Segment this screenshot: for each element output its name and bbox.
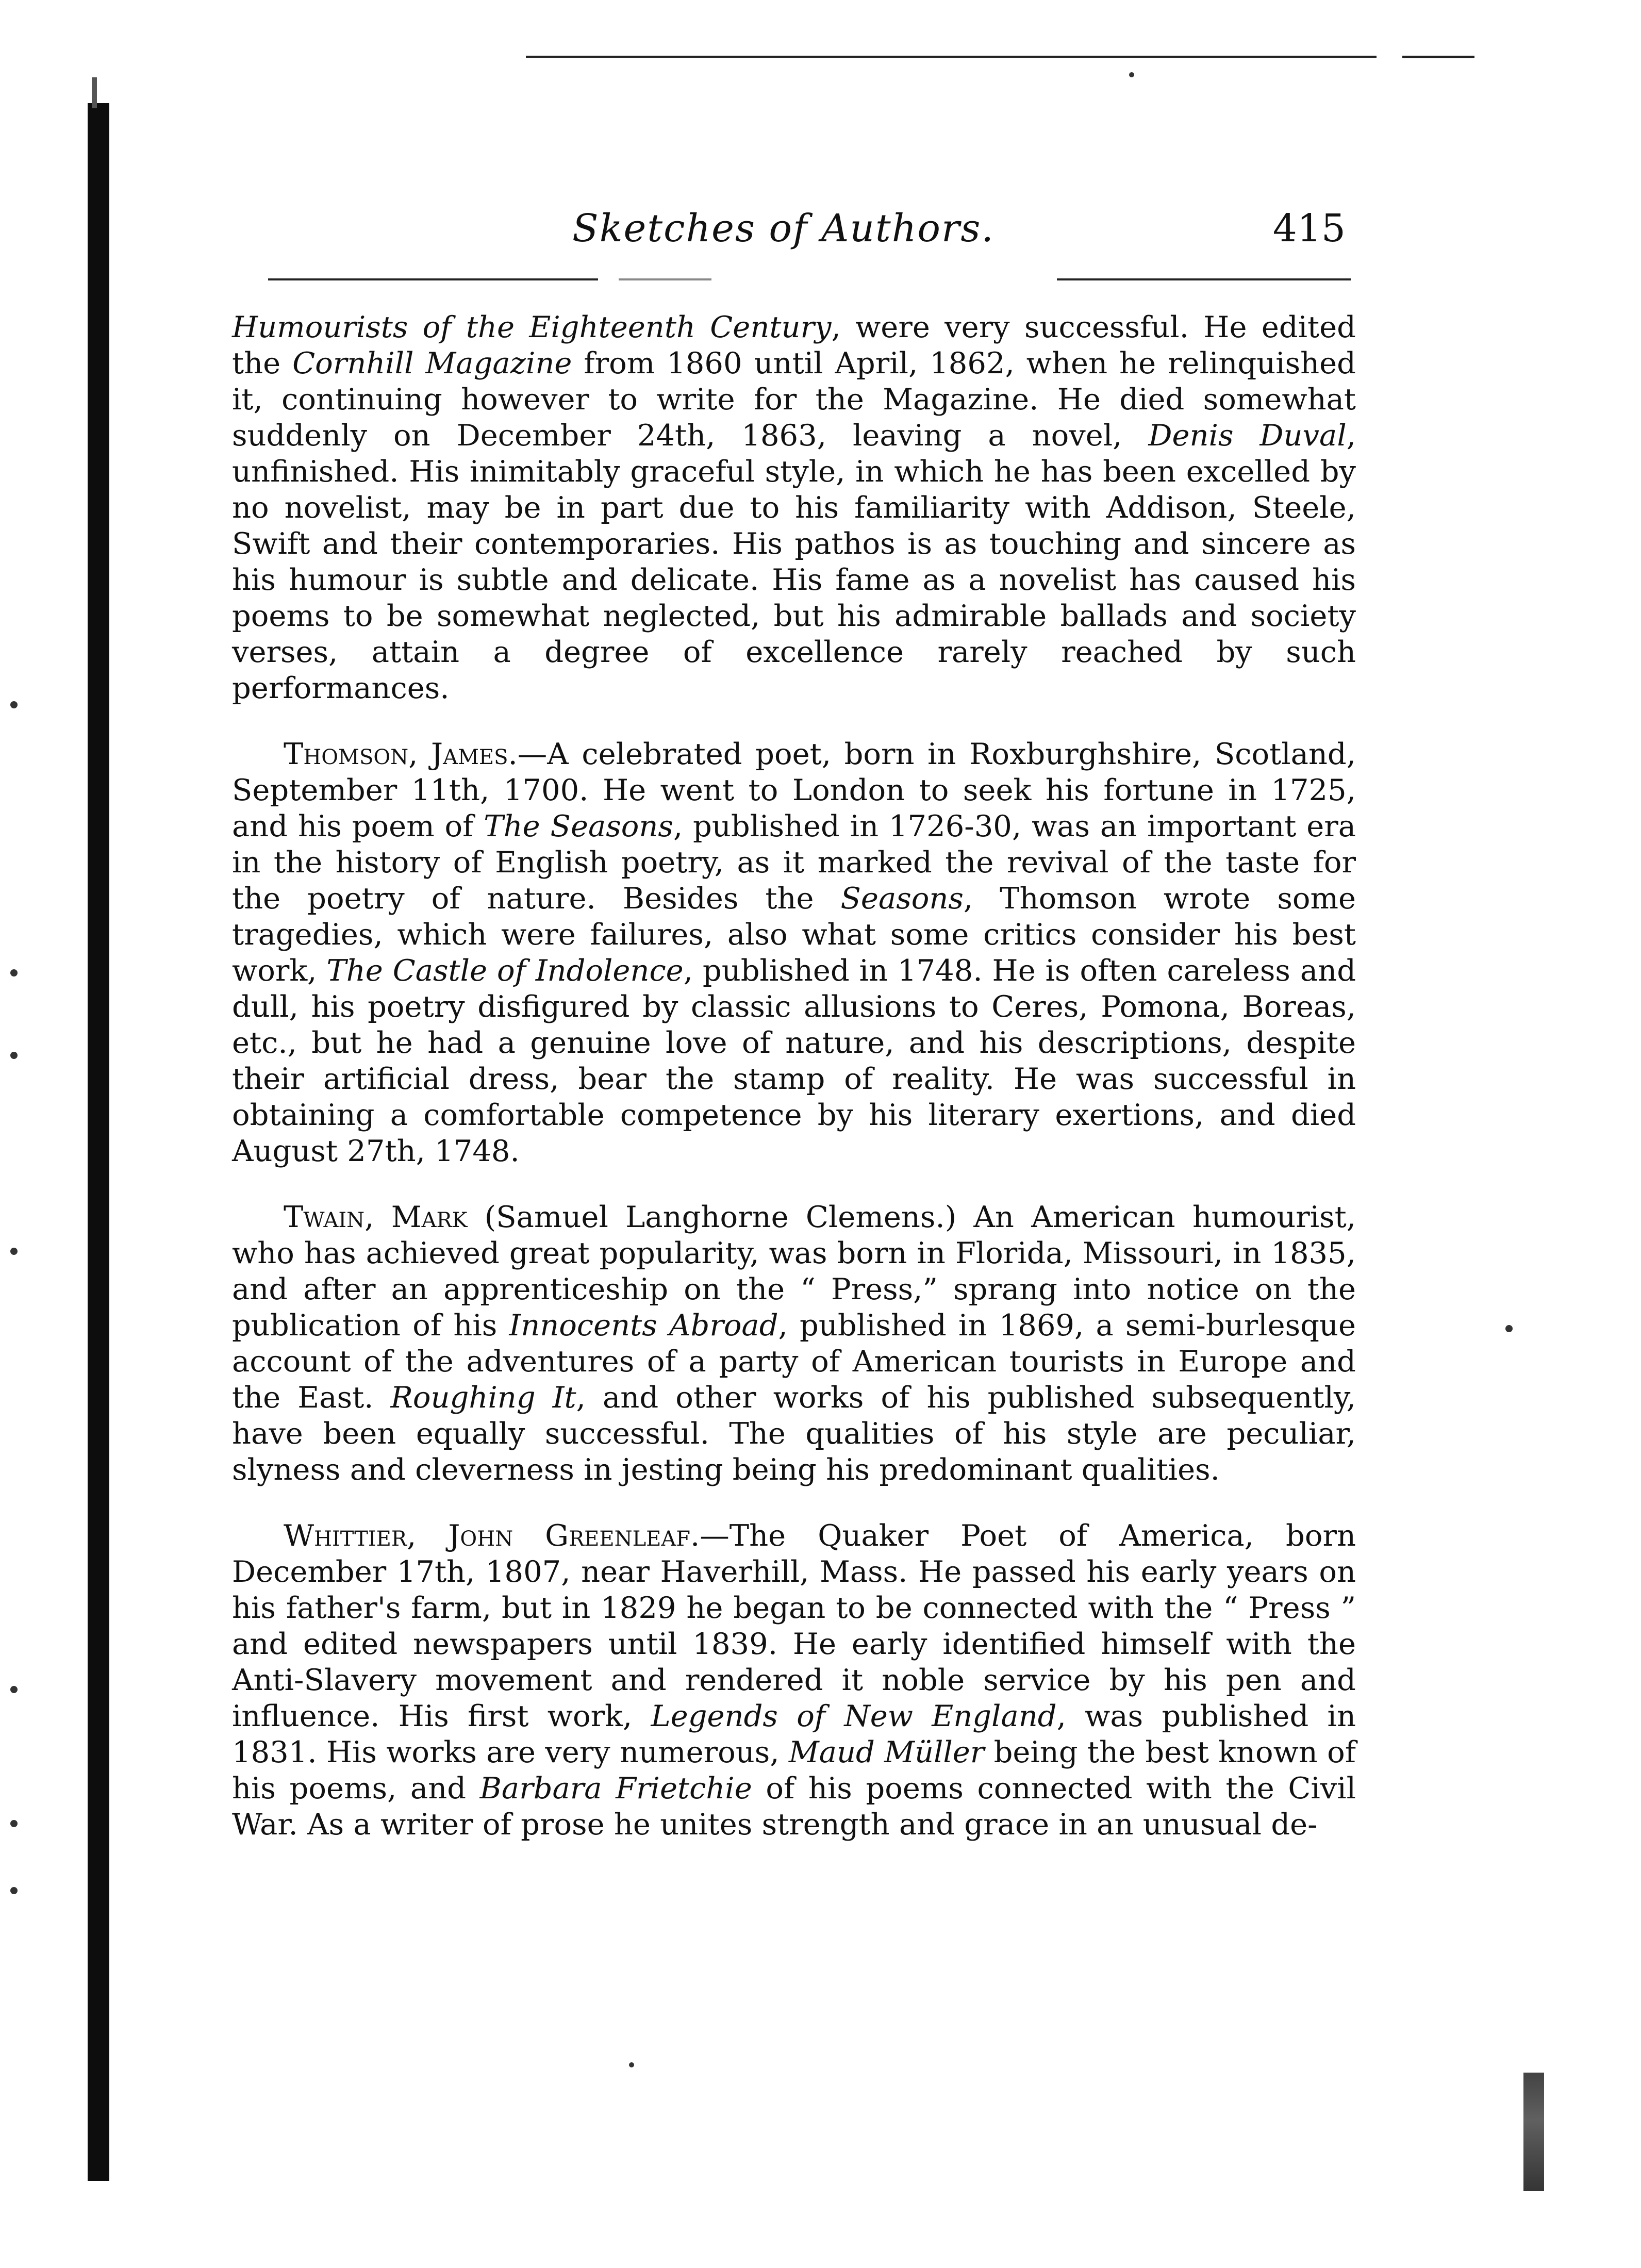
body-text-run: , Thomson wrote some tragedies, which were failures, also what some critics consider his best work,: [232, 881, 1356, 988]
work-title: Seasons: [840, 881, 964, 916]
margin-speck: [10, 1887, 18, 1894]
work-title: Barbara Frietchie: [479, 1771, 752, 1806]
margin-speck: [10, 1052, 18, 1059]
work-title: Denis Duval: [1148, 418, 1347, 453]
work-title: Cornhill Magazine: [292, 346, 572, 380]
author-entry: [232, 736, 1356, 1169]
body-text-run: , published in 1726-30, was an important era in the history of English poetry, as it marked the revival of the taste for the poetry of nature. Besides the: [232, 809, 1356, 916]
page-body: [232, 309, 1356, 1873]
margin-speck: [1129, 72, 1134, 77]
work-title: Maud Müller: [788, 1735, 985, 1769]
work-title: Legends of New England: [651, 1699, 1057, 1733]
top-rule-end: [1402, 56, 1474, 58]
page-number: 415: [1272, 206, 1346, 251]
author-entry: [232, 1199, 1356, 1488]
margin-speck: [10, 1686, 18, 1693]
body-text-run: , and other works of his published subsequently, have been equally successful. The qualities of his style are peculiar, slyness and cleverness in jesting being his predominant qualities.: [232, 1380, 1356, 1487]
work-title: The Seasons: [484, 809, 673, 843]
body-text-run: being the best known of his poems, and: [232, 1735, 1356, 1806]
margin-speck: [629, 2062, 634, 2067]
work-title: Humourists of the Eighteenth Century: [232, 310, 832, 344]
margin-speck: [10, 969, 18, 976]
body-text-run: , published in 1748. He is often careless and dull, his poetry disfigured by classic allusions to Ceres, Pomona, Boreas, etc., but he had a genuine love of nature, and his descriptions, despite their artificial dress, bear the stamp of reality. He was successful in obtaining a comfortable competence by his literary exertions, and died August 27th, 1748.: [232, 953, 1356, 1168]
author-name: Thomson, James: [284, 737, 508, 771]
header-rule-right: [1057, 278, 1351, 280]
work-title: The Castle of Indolence: [326, 953, 684, 988]
running-title: Sketches of Authors.: [572, 206, 994, 251]
body-text-run: , published in 1869, a semi-burlesque account of the adventures of a party of American tourists in Europe and the East.: [232, 1308, 1356, 1415]
body-text-run: .—The Quaker Poet of America, born December 17th, 1807, near Haverhill, Mass. He passed his early years on his father's farm, but in 1829 he began to be connected with the “ Press ” and edited newspapers until 1839. He early identified himself with the Anti-Slavery movement and rendered it noble service by his pen and influence. His first work,: [232, 1518, 1356, 1733]
top-rule: [526, 56, 1377, 58]
body-text-run: , was published in 1831. His works are very numerous,: [232, 1699, 1356, 1769]
work-title: Innocents Abroad: [509, 1308, 778, 1343]
margin-speck: [10, 1248, 18, 1255]
body-text-run: of his poems connected with the Civil War. As a writer of prose he unites strength and grace in an unusual de-: [232, 1771, 1356, 1842]
edge-stamp: [1523, 2073, 1544, 2191]
work-title: Roughing It: [390, 1380, 576, 1415]
body-text-run: from 1860 until April, 1862, when he relinquished it, continuing however to write for the Magazine. He died somewhat suddenly on December 24th, 1863, leaving a novel,: [232, 346, 1356, 453]
header-rule-left: [268, 278, 598, 280]
author-name: Twain, Mark: [284, 1200, 468, 1234]
body-text-run: (Samuel Langhorne Clemens.) An American humourist, who has achieved great popularity, was born in Florida, Missouri, in 1835, and after an apprenticeship on the “ Press,” sprang into notice on the publication of his: [232, 1200, 1356, 1343]
entry-continuation: [232, 309, 1356, 706]
author-entry: [232, 1518, 1356, 1843]
binding-shadow-top: [92, 77, 97, 108]
margin-speck: [10, 1820, 18, 1827]
running-head: [572, 206, 1346, 263]
body-text-run: , were very successful. He edited the: [232, 310, 1356, 380]
margin-speck: [1505, 1325, 1513, 1332]
author-name: Whittier, John Greenleaf: [284, 1518, 690, 1553]
binding-shadow: [88, 103, 109, 2181]
header-rule-middle: [619, 278, 711, 280]
body-text-run: .—A celebrated poet, born in Roxburghshire, Scotland, September 11th, 1700. He went to London to seek his fortune in 1725, and his poem of: [232, 737, 1356, 843]
body-text-run: , unfinished. His inimitably graceful style, in which he has been excelled by no novelist, may be in part due to his familiarity with Addison, Steele, Swift and their contemporaries. His pathos is as touching and sincere as his humour is subtle and delicate. His fame as a novelist has caused his poems to be somewhat neglected, but his admirable ballads and society verses, attain a degree of excellence rarely reached by such performances.: [232, 418, 1356, 705]
margin-speck: [10, 701, 18, 708]
